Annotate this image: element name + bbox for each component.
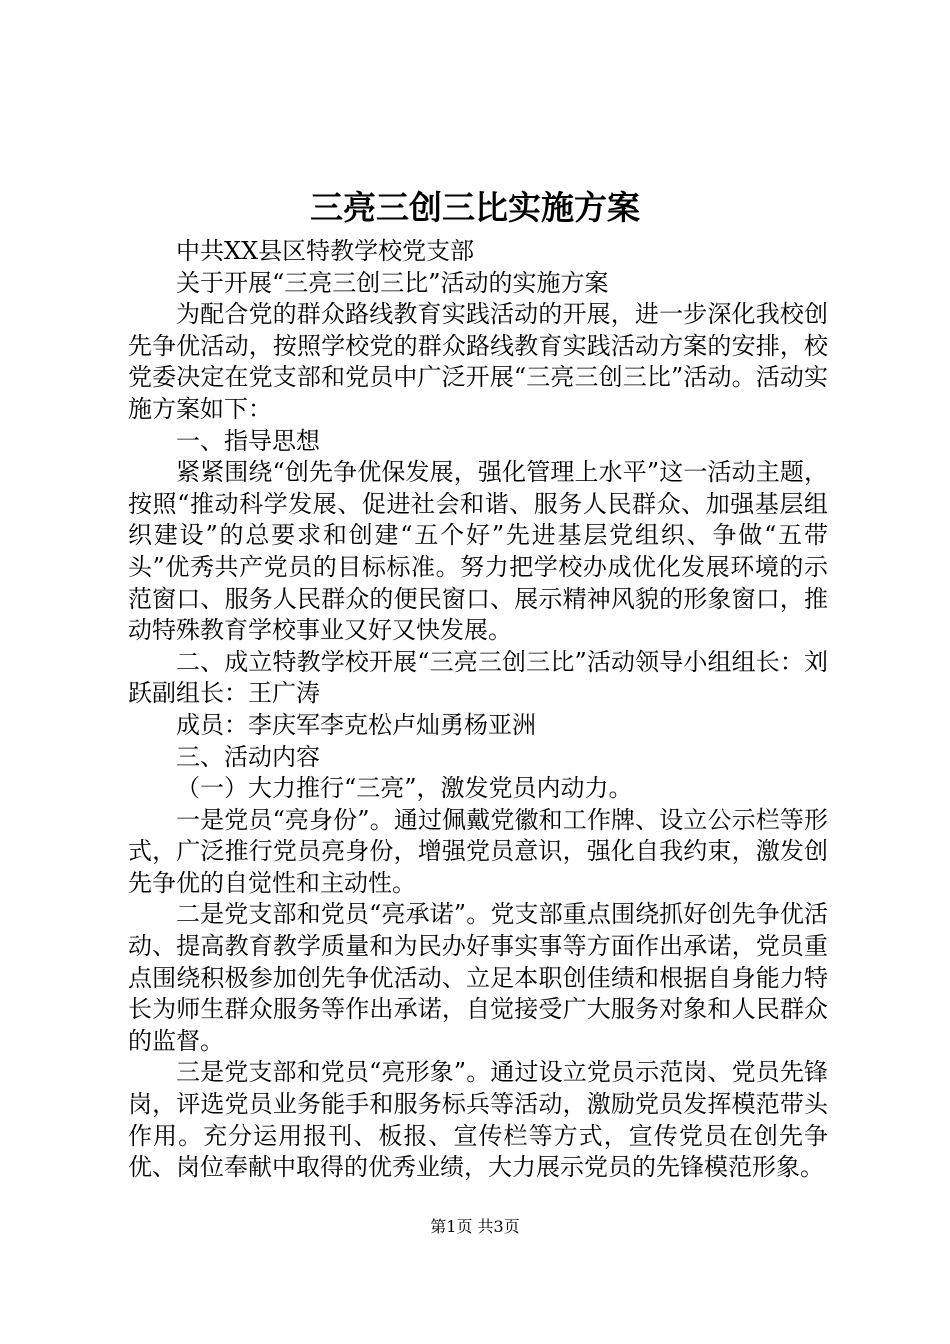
leadership-group-paragraph: 二、成立特教学校开展“三亮三创三比”活动领导小组组长：刘跃副组长：王广涛 xyxy=(128,647,828,708)
subtitle-line: 关于开展“三亮三创三比”活动的实施方案 xyxy=(176,268,609,297)
issuer-line: 中共XX县区特教学校党支部 xyxy=(176,237,475,265)
document-body xyxy=(128,236,828,1184)
members-paragraph: 成员：李庆军李克松卢灿勇杨亚洲 xyxy=(176,710,536,739)
page-number-footer: 第1页 共3页 xyxy=(430,1217,520,1236)
item-show-image: 三是党支部和党员“亮形象”。通过设立党员示范岗、党员先锋岗，评选党员业务能手和服务标兵等活动，激励党员发挥模范带头作用。充分运用报刊、板报、宣传栏等方式，宣传党员在创先争优、岗位奉献中取得的优秀业绩，大力展示党员的先锋模范形象。 xyxy=(128,1058,828,1182)
item-show-commitment: 二是党支部和党员“亮承诺”。党支部重点围绕抓好创先争优活动、提高教育教学质量和为民办好事实事等方面作出承诺，党员重点围绕积极参加创先争优活动、立足本职创佳绩和根据自身能力特长为师生群众服务等作出承诺，自觉接受广大服务对象和人民群众的监督。 xyxy=(128,900,828,1055)
subsection-heading-three-shows: （一）大力推行“三亮”，激发党员内动力。 xyxy=(176,774,633,803)
section-heading-activities: 三、活动内容 xyxy=(176,742,320,771)
section-heading-guiding-ideology: 一、指导思想 xyxy=(176,426,320,455)
intro-paragraph: 为配合党的群众路线教育实践活动的开展，进一步深化我校创先争优活动，按照学校党的群众路线教育实践活动方案的安排，校党委决定在党支部和党员中广泛开展“三亮三创三比”活动。活动实施方案如下： xyxy=(128,300,828,423)
guiding-ideology-paragraph: 紧紧围绕“创先争优保发展，强化管理上水平”这一活动主题，按照“推动科学发展、促进社会和谐、服务人民群众、加强基层组织建设”的总要求和创建“五个好”先进基层党组织、争做“五带头”优秀共产党员的目标标准。努力把学校办成优化发展环境的示范窗口、服务人民群众的便民窗口、展示精神风貌的形象窗口，推动特殊教育学校事业又好又快发展。 xyxy=(128,458,828,645)
document-title: 三亮三创三比实施方案 xyxy=(310,188,640,227)
item-show-identity: 一是党员“亮身份”。通过佩戴党徽和工作牌、设立公示栏等形式，广泛推行党员亮身份，增强党员意识，强化自我约束，激发创先争优的自觉性和主动性。 xyxy=(128,805,828,897)
